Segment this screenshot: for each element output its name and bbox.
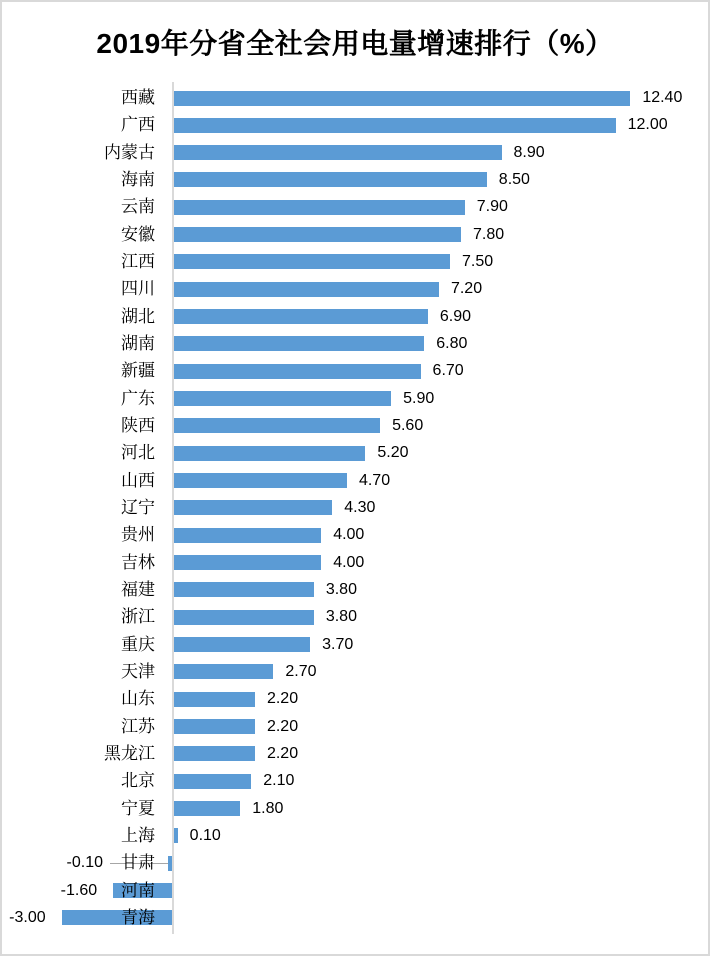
- category-label: 甘肃: [121, 853, 155, 873]
- value-label: 12.40: [642, 89, 683, 106]
- value-label: 2.10: [263, 772, 295, 790]
- category-label: 宁夏: [121, 798, 155, 818]
- value-label: 2.70: [285, 662, 317, 680]
- value-label: 4.70: [358, 471, 391, 489]
- bar: [168, 856, 172, 871]
- value-label: 3.80: [325, 580, 357, 598]
- value-label: 6.80: [436, 334, 468, 352]
- value-label: 5.90: [403, 389, 435, 407]
- category-label: 新疆: [121, 361, 155, 381]
- value-label: 3.80: [325, 608, 357, 626]
- bar: [174, 637, 310, 652]
- bar: [174, 828, 178, 843]
- bar: [174, 282, 439, 297]
- category-label: 海南: [121, 169, 155, 189]
- bar: [174, 774, 251, 789]
- bar: [174, 473, 347, 488]
- bar: [62, 910, 172, 925]
- category-label: 云南: [121, 197, 155, 217]
- category-label: 辽宁: [121, 497, 155, 517]
- value-label: 4.00: [333, 526, 365, 544]
- category-label: 福建: [121, 579, 155, 599]
- bar: [174, 364, 421, 379]
- value-label: 12.00: [627, 116, 668, 134]
- category-label: 西藏: [121, 88, 155, 107]
- value-label: 3.70: [322, 635, 354, 653]
- bar: [174, 145, 502, 160]
- bar: [174, 172, 487, 187]
- value-label: -3.00: [9, 908, 46, 926]
- bar: [174, 528, 321, 543]
- value-label: 6.70: [432, 362, 464, 380]
- value-label: 0.10: [189, 826, 221, 844]
- bar: [174, 582, 314, 597]
- value-label: 8.50: [498, 170, 530, 188]
- bar: [174, 91, 630, 106]
- bar: [174, 418, 380, 433]
- category-label: 贵州: [121, 525, 155, 545]
- category-label: 湖南: [121, 333, 155, 353]
- bar: [174, 719, 255, 734]
- bar: [174, 200, 465, 215]
- category-label: 北京: [121, 771, 155, 791]
- value-label: 4.30: [344, 498, 376, 516]
- bar: [174, 336, 424, 351]
- category-label: 浙江: [121, 607, 155, 627]
- bar: [174, 446, 365, 461]
- value-label: 2.20: [266, 717, 299, 735]
- bar: [174, 391, 391, 406]
- value-label: -1.60: [60, 881, 98, 899]
- value-label: 8.90: [513, 143, 545, 161]
- value-label: 7.90: [476, 198, 508, 216]
- category-label: 山西: [121, 470, 155, 490]
- bar: [174, 692, 255, 707]
- bar: [174, 555, 321, 570]
- value-label: -0.10: [66, 854, 103, 872]
- bar: [174, 309, 428, 324]
- category-label: 陕西: [121, 415, 155, 435]
- category-label: 江西: [121, 251, 155, 271]
- category-label: 河南: [121, 880, 155, 900]
- category-label: 湖北: [121, 306, 155, 326]
- category-label: 广西: [121, 115, 155, 135]
- value-label: 7.50: [462, 252, 494, 270]
- category-label: 青海: [121, 907, 155, 927]
- value-label: 5.60: [392, 416, 424, 434]
- category-label: 四川: [121, 279, 155, 299]
- chart-title: 2019年分省全社会用电量增速排行（%）: [96, 28, 614, 59]
- category-label: 广东: [121, 388, 155, 408]
- bar: [174, 801, 240, 816]
- value-label: 2.20: [266, 744, 299, 762]
- bar: [174, 227, 461, 242]
- bar: [174, 118, 616, 133]
- value-label: 7.80: [473, 225, 505, 243]
- category-label: 黑龙江: [104, 743, 155, 763]
- value-label: 4.00: [333, 553, 365, 571]
- category-label: 安徽: [121, 224, 155, 244]
- category-label: 吉林: [121, 552, 155, 572]
- bar: [174, 746, 255, 761]
- bar: [174, 254, 450, 269]
- value-label: 1.80: [252, 799, 284, 817]
- category-label: 江苏: [121, 716, 155, 736]
- value-label: 6.90: [439, 307, 472, 325]
- category-label: 重庆: [121, 634, 155, 654]
- category-label: 山东: [121, 689, 155, 709]
- category-label: 上海: [121, 825, 155, 845]
- value-label: 2.20: [266, 690, 299, 708]
- bar: [174, 500, 332, 515]
- category-label: 河北: [121, 443, 155, 463]
- value-label: 5.20: [377, 444, 409, 462]
- value-label: 7.20: [450, 280, 483, 298]
- bar: [174, 610, 314, 625]
- category-label: 天津: [121, 661, 155, 681]
- bar: [174, 664, 273, 679]
- category-label: 内蒙古: [104, 142, 155, 162]
